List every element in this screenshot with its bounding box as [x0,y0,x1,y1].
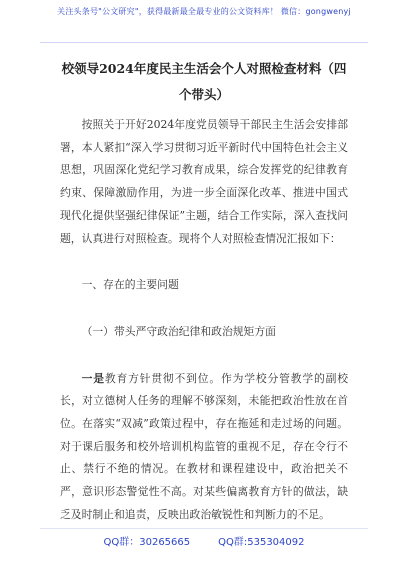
document-body [60,114,348,527]
footer [0,533,408,548]
body-paragraph [60,368,348,527]
footer-divider [40,528,368,529]
footer-qq-group-2: QQ群:535304092 [218,537,305,548]
footer-qq-group-1: QQ群：30265665 [103,537,191,548]
section-heading: 一、存在的主要问题 [81,278,179,292]
paragraph-text: 教育方针贯彻不到位。作为学校分管教学的副校长，对立德树人任务的理解不够深刻，未能把政治性放在首位。在落实“双减”政策过程中，存在拖延和走过场的问题。对于课后服务和校外培训机构监管的重视不足，存在令行不止、禁行不绝的情况。在教材和课程建设中，政治把关不严，意识形态警觉性不高。对某些偏离教育方针的做法，缺乏及时制止和追责，反映出政治敏锐性和判断力的不足。 [60,371,349,521]
document-title: 校领导2024年度民主生活会个人对照检查材料（四个带头） [61,61,347,102]
paragraph-lead: 一是 [81,371,105,385]
subsection-heading: （一）带头严守政治纪律和政治规矩方面 [81,324,276,338]
header-divider [40,42,368,43]
intro-paragraph: 按照关于开好2024年度党员领导干部民主生活会安排部署，本人紧扣“深入学习贯彻习近平新时代中国特色社会主义思想，巩固深化党纪学习教育成果，综合发挥党的纪律教育约束、保障激励作用，为进一步全面深化改革、推进中国式现代化提供坚强纪律保证”主题，结合工作实际，深入查找问题，认真进行对照检查。现将个人对照检查情况汇报如下： [60,118,348,245]
header-banner: 关注头条号"公文研究"，获得最新最全最专业的公文资料库！ 微信：gongwenyj [57,7,351,16]
